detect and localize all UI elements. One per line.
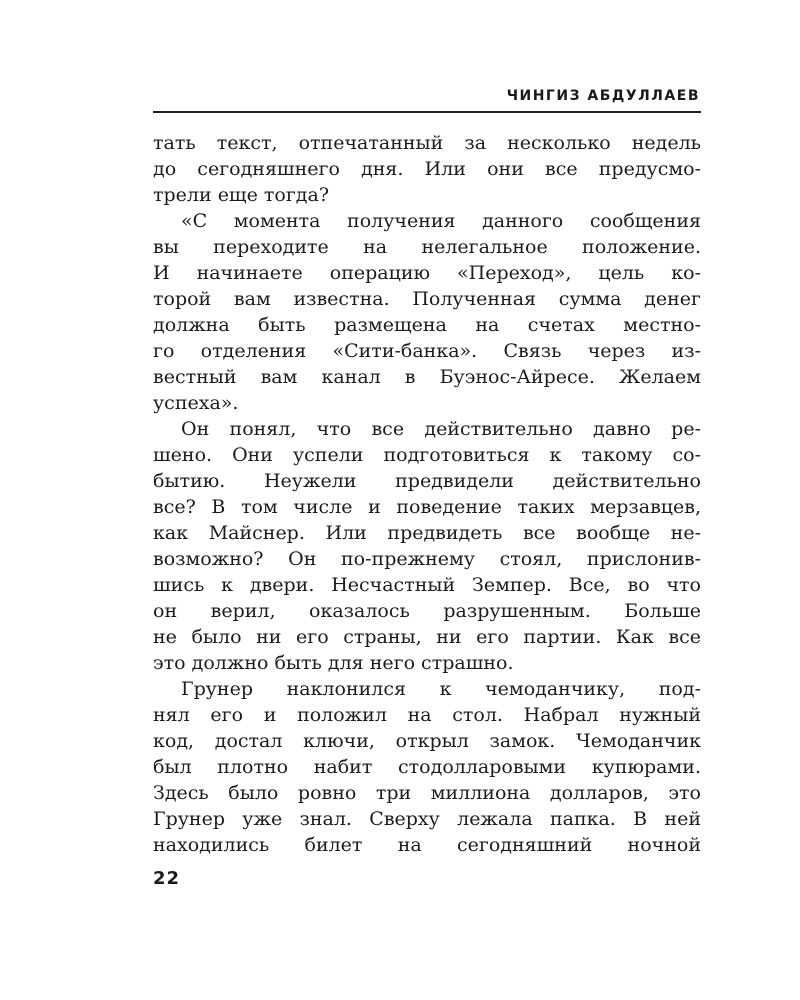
text-line: торой вам известна. Полученная сумма денег [153, 288, 701, 310]
text-line: код, достал ключи, открыл замок. Чемоданчик [153, 730, 701, 752]
text-line: Грунер наклонился к чемоданчику, под- [181, 678, 701, 700]
text-line: нял его и положил на стол. Набрал нужный [153, 704, 701, 726]
text-line: все? В том числе и поведение таких мерзавцев, [153, 496, 701, 518]
text-line: бытию. Неужели предвидели действительно [153, 470, 701, 492]
text-line: находились билет на сегодняшний ночной [153, 834, 701, 856]
text-line: Грунер уже знал. Сверху лежала папка. В ней [153, 808, 701, 830]
text-line: успеха». [153, 392, 239, 414]
text-line: до сегодняшнего дня. Или они все предусмо- [153, 158, 701, 180]
text-line: возможно? Он по-прежнему стоял, прислонив- [153, 548, 701, 570]
page-number: 22 [153, 868, 181, 889]
text-line: шено. Они успели подготовиться к такому со- [153, 444, 701, 466]
text-line: это должно быть для него страшно. [153, 652, 514, 674]
body-text [153, 130, 701, 858]
text-line: Он понял, что все действительно давно ре- [181, 418, 701, 440]
text-line: И начинаете операцию «Переход», цель ко- [153, 262, 701, 284]
text-line: Здесь было ровно три миллиона долларов, это [153, 782, 701, 804]
text-line: шись к двери. Несчастный Земпер. Все, во что [153, 574, 701, 596]
running-head-author: ЧИНГИЗ АБДУЛЛАЕВ [506, 88, 700, 104]
text-line: трели еще тогда? [153, 184, 330, 206]
text-line: вы переходите на нелегальное положение. [153, 236, 701, 258]
text-line: как Майснер. Или предвидеть все вообще не- [153, 522, 701, 544]
text-line: «С момента получения данного сообщения [181, 210, 701, 232]
text-line: не было ни его страны, ни его партии. Как все [153, 626, 701, 648]
text-line: должна быть размещена на счетах местно- [153, 314, 701, 336]
text-line: тать текст, отпечатанный за несколько недель [153, 132, 701, 154]
header-rule [153, 111, 701, 113]
text-line: вестный вам канал в Буэнос-Айресе. Желаем [153, 366, 701, 388]
text-line: он верил, оказалось разрушенным. Больше [153, 600, 701, 622]
text-line: го отделения «Сити-банка». Связь через из- [153, 340, 701, 362]
text-line: был плотно набит стодолларовыми купюрами. [153, 756, 701, 778]
